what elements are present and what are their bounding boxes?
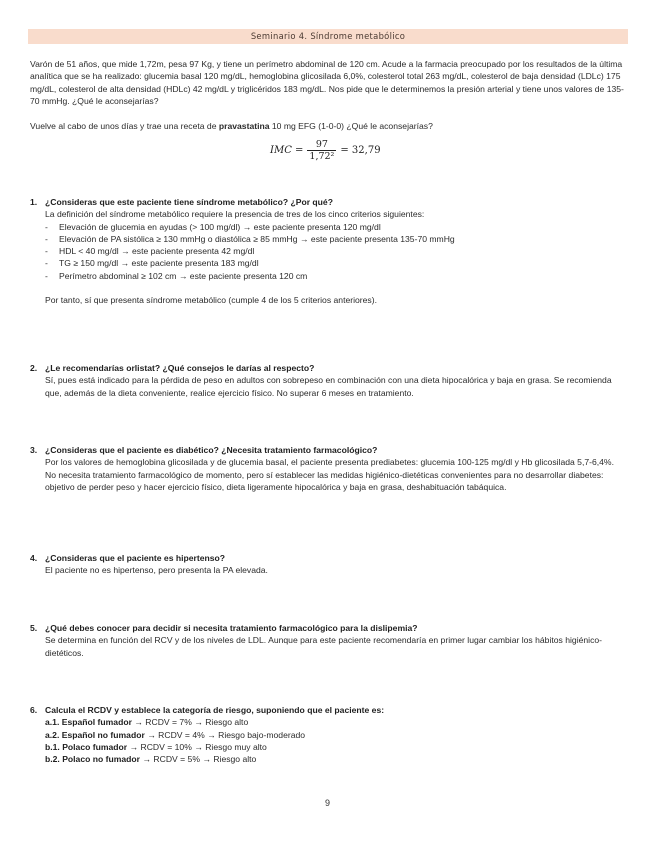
question-1-conclusion: Por tanto, sí que presenta síndrome metabólico (cumple 4 de los 5 criterios anteriores). — [45, 295, 377, 306]
question-4-number: 4. — [30, 553, 38, 563]
question-5 — [30, 622, 626, 659]
formula-fraction — [307, 139, 336, 162]
question-2-text: ¿Le recomendarías orlistat? ¿Qué consejos le darías al respecto? — [45, 363, 315, 373]
prescription-text-before: Vuelve al cabo de unos días y trae una receta de — [30, 120, 219, 131]
prescription-text-after: 10 mg EFG (1-0-0) ¿Qué le aconsejarías? — [269, 120, 433, 131]
question-3-answer: Por los valores de hemoglobina glicosilada y de glucemia basal, el paciente presenta prediabetes: glucemia 100-125 mg/dl y Hb glicosilada 5,7-6,4%. No necesita tratamiento farmacológico de momento, pero sí establecer las medidas higiénico-dietéticas convenientes para no desarrollar diabetes: objetivo de perder peso y hacer ejercicio físico, dieta ligeramente hipocalórica y baja en grasa, deshabituación tabáquica. — [45, 457, 614, 492]
question-3 — [30, 444, 626, 493]
question-3-text: ¿Consideras que el paciente es diabético? ¿Necesita tratamiento farmacológico? — [45, 445, 378, 455]
question-3-number: 3. — [30, 445, 38, 455]
formula-rhs: = 32,79 — [340, 145, 381, 156]
criteria-item-text: Elevación de glucemia en ayudas (> 100 mg/dl) → este paciente presenta 120 mg/dl — [59, 221, 381, 232]
question-5-text: ¿Qué debes conocer para decidir si necesita tratamiento farmacológico para la dislipemia? — [45, 623, 418, 633]
question-4-text: ¿Consideras que el paciente es hipertenso? — [45, 553, 226, 563]
criteria-item-text: TG ≥ 150 mg/dl → este paciente presenta 183 mg/dl — [59, 258, 259, 269]
formula-denominator: 1,72² — [309, 151, 335, 162]
page-header — [28, 29, 628, 44]
question-4-title — [30, 552, 626, 564]
question-1-answer — [30, 208, 626, 306]
intro-paragraph: Varón de 51 años, que mide 1,72m, pesa 97 Kg, y tiene un perímetro abdominal de 120 cm. Acude a la farmacia preocupado por los resultados de la última analítica que se ha realizado: glucemia basal 120 mg/dL, hemoglobina glicosilada 6,0%, colesterol total 263 mg/dL, colesterol de baja densidad (LDLc) 175 mg/dL, colesterol de alta densidad (HDLc) 42 mg/dL y triglicéridos 183 mg/dL. Nos pide que le determinemos la presión arterial y tiene unos valores de 135-70 mmHg. ¿Qué le aconsejarías? — [30, 59, 624, 107]
question-6 — [30, 704, 626, 765]
criteria-item-text: HDL < 40 mg/dl → este paciente presenta 42 mg/dl — [59, 246, 255, 257]
question-5-number: 5. — [30, 623, 38, 633]
question-6-text: Calcula el RCDV y establece la categoría de riesgo, suponiendo que el paciente es: — [45, 705, 385, 715]
question-5-answer: Se determina en función del RCV y de los niveles de LDL. Aunque para este paciente recomendaría en primer lugar cambiar los hábitos higiénico-dietéticos. — [45, 635, 603, 658]
criteria-item: - TG ≥ 150 mg/dl → este paciente presenta 183 mg/dl — [45, 258, 259, 269]
question-2-number: 2. — [30, 363, 38, 373]
risk-label: b.2. Polaco no fumador — [45, 754, 141, 765]
formula-lhs: IMC = — [270, 145, 304, 156]
risk-label: a.2. Español no fumador — [45, 729, 145, 740]
page-number: 9 — [324, 798, 330, 808]
question-2-answer: Sí, pues está indicado para la pérdida de peso en adultos con sobrepeso en combinación con una dieta hipocalórica y baja en grasa. Se recomienda que, además de la dieta conveniente, realice ejercicio físico. No superar 6 meses en tratamiento. — [45, 375, 612, 398]
risk-label: a.1. Español fumador — [45, 717, 132, 728]
criteria-item-text: Elevación de PA sistólica ≥ 130 mmHg o diastólica ≥ 85 mmHg → este paciente presenta 135-70 mmHg — [59, 233, 455, 244]
prescription-drug: pravastatina — [218, 120, 270, 131]
question-1-number: 1. — [30, 197, 38, 207]
question-1-title — [30, 196, 626, 208]
risk-item — [45, 741, 626, 753]
risk-result: → RCDV = 4% → Riesgo bajo-moderado — [144, 729, 306, 740]
criteria-item: - Elevación de glucemia en ayudas (> 100 mg/dl) → este paciente presenta 120 mg/dl — [45, 221, 381, 232]
bmi-formula — [270, 139, 381, 162]
criteria-intro: La definición del síndrome metabólico requiere la presencia de tres de los cinco criterios siguientes: — [45, 209, 425, 220]
question-2 — [30, 362, 626, 399]
question-2-title — [30, 362, 626, 374]
question-6-title — [30, 704, 626, 716]
header-title: Seminario 4. Síndrome metabólico — [250, 31, 406, 41]
question-4 — [30, 552, 626, 577]
criteria-list — [45, 221, 626, 282]
question-5-title — [30, 622, 626, 634]
risk-result: → RCDV = 10% → Riesgo muy alto — [127, 741, 267, 752]
question-1-text: ¿Consideras que este paciente tiene síndrome metabólico? ¿Por qué? — [45, 197, 333, 207]
formula-numerator: 97 — [315, 139, 328, 150]
question-6-number: 6. — [30, 705, 38, 715]
question-4-answer: El paciente no es hipertenso, pero presenta la PA elevada. — [45, 565, 268, 576]
risk-item — [45, 716, 626, 728]
criteria-item: - HDL < 40 mg/dl → este paciente presenta 42 mg/dl — [45, 246, 255, 257]
criteria-item: - Perímetro abdominal ≥ 102 cm → este paciente presenta 120 cm — [45, 270, 308, 281]
risk-result: → RCDV = 5% → Riesgo alto — [140, 754, 257, 765]
criteria-item-text: Perímetro abdominal ≥ 102 cm → este paciente presenta 120 cm — [59, 270, 308, 281]
risk-item — [45, 753, 626, 765]
question-3-title — [30, 444, 626, 456]
risk-list — [30, 716, 626, 765]
question-1 — [30, 196, 626, 306]
criteria-item: - Elevación de PA sistólica ≥ 130 mmHg o diastólica ≥ 85 mmHg → este paciente presenta 135-70 mmHg — [45, 233, 455, 244]
risk-result: → RCDV = 7% → Riesgo alto — [131, 717, 249, 728]
intro-prescription-paragraph — [30, 120, 630, 132]
case-intro — [30, 58, 630, 132]
risk-label: b.1. Polaco fumador — [45, 741, 128, 752]
risk-item — [45, 729, 626, 741]
